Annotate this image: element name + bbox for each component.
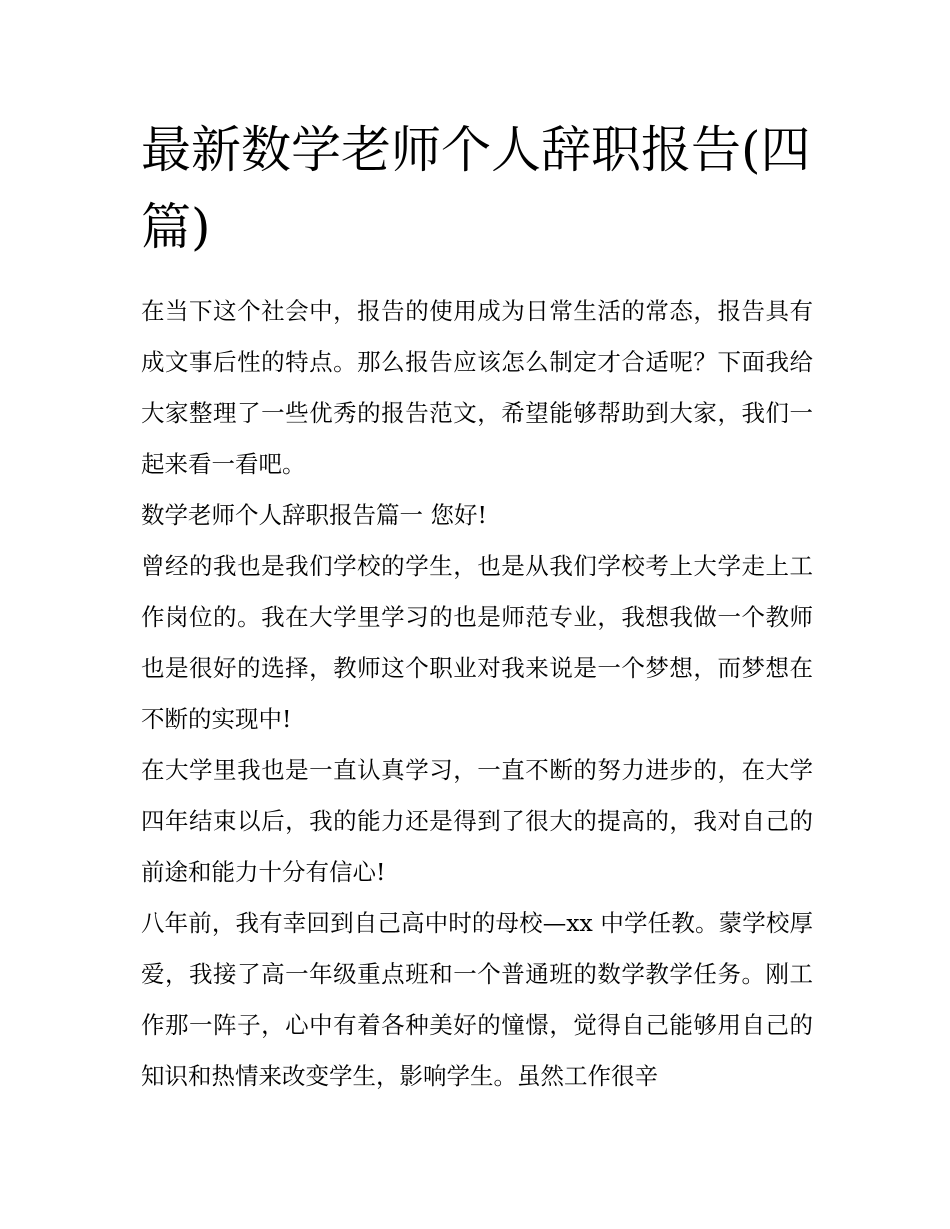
document-body: [141, 112, 813, 1102]
intro-paragraph: 在当下这个社会中，报告的使用成为日常生活的常态，报告具有成文事后性的特点。那么报告应该怎么制定才合适呢？下面我给大家整理了一些优秀的报告范文，希望能够帮助到大家，我们一起来看一看吧。: [141, 297, 813, 478]
body-paragraph: 八年前，我有幸回到自己高中时的母校—xx 中学任教。蒙学校厚爱，我接了高一年级重点班和一个普通班的数学教学任务。刚工作那一阵子，心中有着各种美好的憧憬，觉得自己能够用自己的知识和热情来改变学生，影响学生。虽然工作很辛: [141, 909, 813, 1090]
body-paragraph: 在大学里我也是一直认真学习，一直不断的努力进步的，在大学四年结束以后，我的能力还是得到了很大的提高的，我对自己的前途和能力十分有信心!: [141, 756, 813, 886]
body-paragraph: 曾经的我也是我们学校的学生，也是从我们学校考上大学走上工作岗位的。我在大学里学习的也是师范专业，我想我做一个教师也是很好的选择，教师这个职业对我来说是一个梦想，而梦想在不断的实现中!: [141, 552, 813, 733]
document-title: 最新数学老师个人辞职报告(四篇): [141, 121, 811, 256]
section-heading-paragraph: 数学老师个人辞职报告篇一 您好!: [141, 501, 487, 529]
